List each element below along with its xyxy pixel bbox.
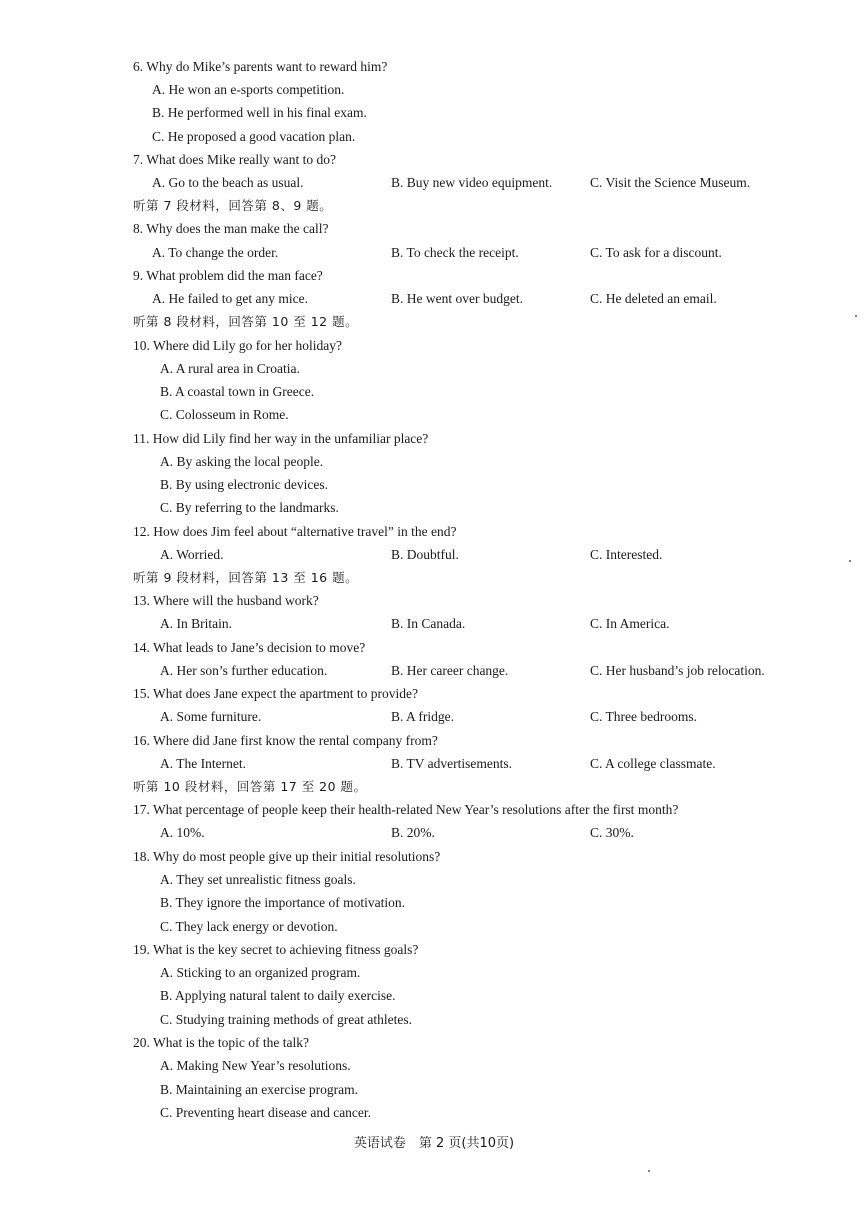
scan-speck (648, 1170, 650, 1172)
question-15-option-c: C. Three bedrooms. (590, 709, 697, 724)
question-15-stem: 15. What does Jane expect the apartment to provide? (133, 686, 419, 701)
question-19-option-a: A. Sticking to an organized program. (160, 965, 361, 980)
question-19-option-b: B. Applying natural talent to daily exercise. (160, 988, 396, 1003)
question-10-option-a: A. A rural area in Croatia. (160, 361, 300, 376)
question-15-option-a: A. Some furniture. (160, 709, 262, 724)
question-20-option-a: A. Making New Year’s resolutions. (160, 1058, 351, 1073)
question-7-option-a: A. Go to the beach as usual. (152, 175, 304, 190)
question-16-option-b: B. TV advertisements. (391, 756, 512, 771)
question-6-option-a: A. He won an e-sports competition. (152, 82, 345, 97)
question-11-stem: 11. How did Lily find her way in the unfamiliar place? (133, 431, 429, 446)
question-7-option-b: B. Buy new video equipment. (391, 175, 553, 190)
question-9-option-c: C. He deleted an email. (590, 291, 717, 306)
question-6-option-b: B. He performed well in his final exam. (152, 105, 367, 120)
question-10-option-b: B. A coastal town in Greece. (160, 384, 315, 399)
section-heading-10: 听第 10 段材料，回答第 17 至 20 题。 (133, 779, 367, 794)
question-10-option-c: C. Colosseum in Rome. (160, 407, 289, 422)
question-15-option-b: B. A fridge. (391, 709, 454, 724)
question-18-option-a: A. They set unrealistic fitness goals. (160, 872, 356, 887)
question-8-option-c: C. To ask for a discount. (590, 245, 722, 260)
question-18-option-c: C. They lack energy or devotion. (160, 919, 338, 934)
scan-speck (849, 560, 851, 562)
page-footer: 英语试卷 第 2 页(共10页) (353, 1136, 515, 1151)
question-11-option-b: B. By using electronic devices. (160, 477, 328, 492)
question-12-stem: 12. How does Jim feel about “alternative travel” in the end? (133, 524, 457, 539)
question-18-stem: 18. Why do most people give up their initial resolutions? (133, 849, 441, 864)
question-9-option-b: B. He went over budget. (391, 291, 523, 306)
question-17-option-b: B. 20%. (391, 825, 435, 840)
question-17-option-a: A. 10%. (160, 825, 205, 840)
question-13-option-c: C. In America. (590, 616, 670, 631)
question-20-option-c: C. Preventing heart disease and cancer. (160, 1105, 372, 1120)
scan-speck (855, 315, 857, 317)
question-12-option-a: A. Worried. (160, 547, 224, 562)
question-11-option-a: A. By asking the local people. (160, 454, 324, 469)
question-8-option-a: A. To change the order. (152, 245, 279, 260)
question-14-option-a: A. Her son’s further education. (160, 663, 328, 678)
question-6-stem: 6. Why do Mike’s parents want to reward him? (133, 59, 388, 74)
question-19-option-c: C. Studying training methods of great athletes. (160, 1012, 412, 1027)
question-20-stem: 20. What is the topic of the talk? (133, 1035, 309, 1050)
section-heading-7: 听第 7 段材料，回答第 8、9 题。 (133, 198, 333, 213)
question-13-option-b: B. In Canada. (391, 616, 466, 631)
question-14-stem: 14. What leads to Jane’s decision to move? (133, 640, 366, 655)
question-20-option-b: B. Maintaining an exercise program. (160, 1082, 358, 1097)
question-18-option-b: B. They ignore the importance of motivation. (160, 895, 405, 910)
section-heading-9: 听第 9 段材料，回答第 13 至 16 题。 (133, 570, 359, 585)
question-9-stem: 9. What problem did the man face? (133, 268, 323, 283)
question-16-option-a: A. The Internet. (160, 756, 246, 771)
question-12-option-c: C. Interested. (590, 547, 663, 562)
question-13-stem: 13. Where will the husband work? (133, 593, 319, 608)
question-6-option-c: C. He proposed a good vacation plan. (152, 129, 356, 144)
question-9-option-a: A. He failed to get any mice. (152, 291, 308, 306)
question-8-stem: 8. Why does the man make the call? (133, 221, 329, 236)
question-7-stem: 7. What does Mike really want to do? (133, 152, 336, 167)
question-16-option-c: C. A college classmate. (590, 756, 716, 771)
question-8-option-b: B. To check the receipt. (391, 245, 519, 260)
question-19-stem: 19. What is the key secret to achieving fitness goals? (133, 942, 419, 957)
question-14-option-c: C. Her husband’s job relocation. (590, 663, 765, 678)
question-17-stem: 17. What percentage of people keep their health-related New Year’s resolutions after the first month? (133, 802, 679, 817)
question-14-option-b: B. Her career change. (391, 663, 509, 678)
question-16-stem: 16. Where did Jane first know the rental company from? (133, 733, 438, 748)
question-12-option-b: B. Doubtful. (391, 547, 459, 562)
question-10-stem: 10. Where did Lily go for her holiday? (133, 338, 342, 353)
question-13-option-a: A. In Britain. (160, 616, 232, 631)
section-heading-8: 听第 8 段材料，回答第 10 至 12 题。 (133, 314, 359, 329)
question-11-option-c: C. By referring to the landmarks. (160, 500, 339, 515)
question-17-option-c: C. 30%. (590, 825, 634, 840)
question-7-option-c: C. Visit the Science Museum. (590, 175, 751, 190)
